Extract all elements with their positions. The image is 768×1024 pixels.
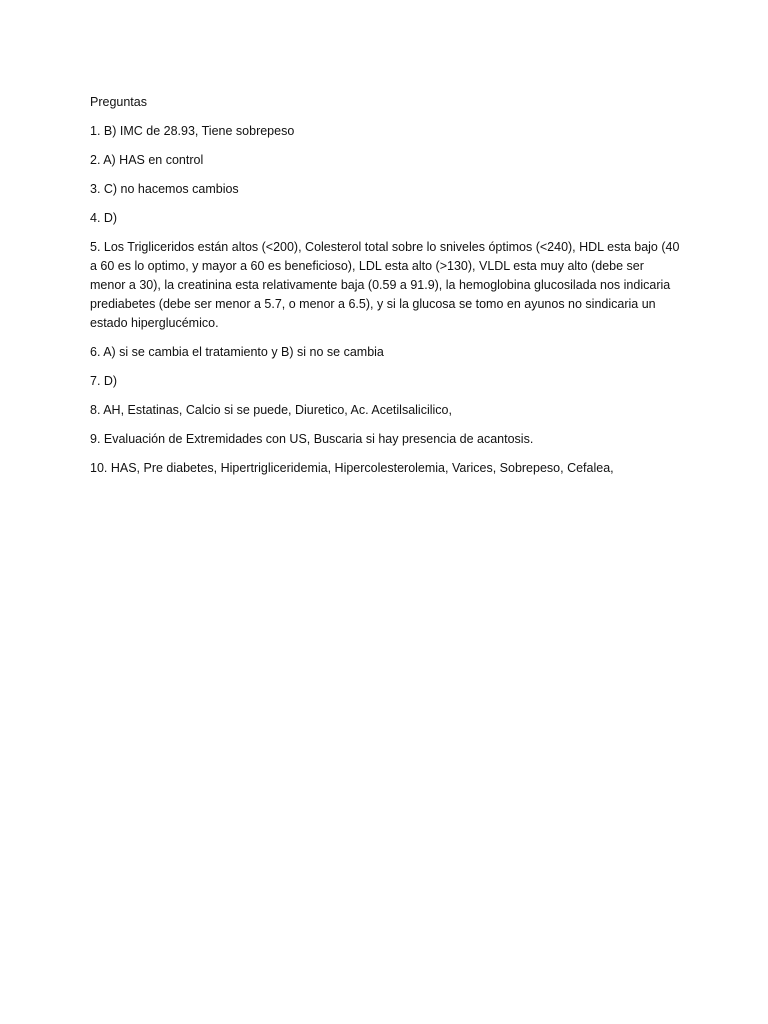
answer-4: 4. D) <box>90 211 118 225</box>
answer-1: 1. B) IMC de 28.93, Tiene sobrepeso <box>90 124 295 138</box>
answer-8: 8. AH, Estatinas, Calcio si se puede, Diuretico, Ac. Acetilsalicilico, <box>90 403 452 417</box>
document-page <box>90 93 682 488</box>
answer-7: 7. D) <box>90 374 118 388</box>
answer-5: 5. Los Trigliceridos están altos (<200), Colesterol total sobre lo sniveles óptimos (<240), HDL esta bajo (40 a 60 es lo optimo, y mayor a 60 es beneficioso), LDL esta alto (>130), VLDL esta muy alto (debe ser menor a 30), la creatinina esta relativamente baja (0.59 a 91.9), la hemoglobina glucosilada nos indicaria prediabetes (debe ser menor a 5.7, o menor a 6.5), y si la glucosa se tomo en ayunos no sindicaria un estado hiperglucémico. <box>90 240 680 330</box>
answer-10: 10. HAS, Pre diabetes, Hipertrigliceridemia, Hipercolesterolemia, Varices, Sobrepeso, Cefalea, <box>90 461 614 475</box>
answer-3: 3. C) no hacemos cambios <box>90 182 239 196</box>
answer-6: 6. A) si se cambia el tratamiento y B) si no se cambia <box>90 345 384 359</box>
answer-9: 9. Evaluación de Extremidades con US, Buscaria si hay presencia de acantosis. <box>90 432 534 446</box>
answer-2: 2. A) HAS en control <box>90 153 204 167</box>
document-title: Preguntas <box>90 95 147 109</box>
